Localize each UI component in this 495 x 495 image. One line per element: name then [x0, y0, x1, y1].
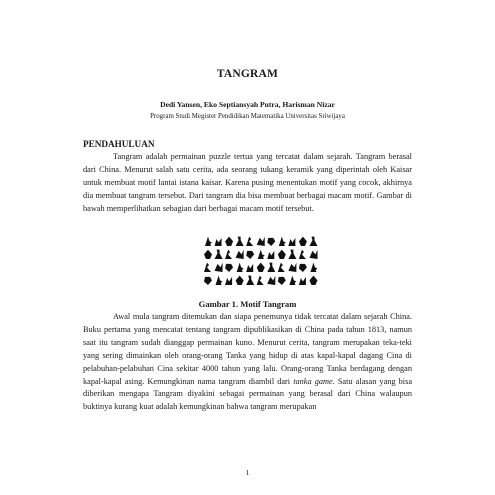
tangram-silhouette: [288, 238, 295, 246]
affiliation: Program Studi Megister Pendidikan Matematika Universitas Sriwijaya: [150, 113, 345, 120]
tangram-silhouette: [216, 276, 223, 285]
tangram-silhouette: [267, 263, 275, 272]
figure-caption: Gambar 1. Motif Tangram: [198, 299, 297, 309]
tangram-silhouette: [288, 250, 296, 259]
tangram-silhouette: [309, 276, 317, 285]
tangram-silhouette: [204, 263, 211, 272]
tangram-silhouette: [246, 251, 254, 259]
tangram-silhouette: [225, 250, 232, 259]
tangram-silhouette: [225, 264, 233, 272]
page-number: 1: [245, 468, 250, 477]
tangram-silhouette: [258, 250, 265, 259]
tangram-silhouette: [225, 277, 232, 285]
tangram-silhouette: [267, 251, 274, 259]
tangram-silhouette: [310, 263, 317, 272]
tangram-motif-figure: [203, 235, 319, 287]
tangram-silhouette: [215, 263, 223, 272]
tangram-silhouette: [278, 263, 285, 272]
tangram-silhouette: [246, 276, 254, 285]
tangram-silhouette: [246, 264, 253, 272]
tangram-silhouette: [236, 250, 244, 259]
tangram-silhouette: [257, 263, 265, 272]
tangram-silhouette: [225, 237, 233, 246]
section-heading: PENDAHULUAN: [83, 139, 155, 149]
tangram-silhouette: [267, 276, 275, 285]
tangram-silhouette: [204, 277, 212, 285]
paragraph-history-part-1: Awal mula tangram ditemukan dan siapa penemunya tidak tercatat dalam sejarah China. Buku pertama yang mencatat tentang tangram dipublikasikan di China pada tahun 1813, namun saat itu tangram sudah dianggap permainan kuno. Menurut cerita, tangram merupakan teka-teki yang sering dimainkan oleh orang-orang Tanka yang hidup di atas kapal-kapal dagang Cina di pelabuhan-pelabuhan Cina sekitar 4000 tahun yang lalu. Orang-orang Tanka berdagang dengan kapal-kapal asing. Kemungkinan nama tangram diambil dari: [83, 312, 412, 386]
paragraph-history: [83, 311, 412, 414]
tangram-silhouette: [215, 238, 222, 246]
tangram-silhouette: [279, 237, 286, 246]
paragraph-history-italic-term: tanka game: [293, 376, 333, 386]
tangram-silhouette: [288, 263, 296, 272]
tangram-silhouette: [309, 237, 317, 246]
tangram-silhouette: [278, 250, 286, 259]
tangram-silhouette: [257, 237, 265, 246]
tangram-silhouette: [205, 237, 212, 246]
paper-title: TANGRAM: [216, 68, 279, 80]
paragraph-history-part-2: . Satu alasan yang bisa diberikan mengapa Tangram diyakini sebagai permainan yang berasal dari China walaupun buktinya kurang kuat adalah kemungkinan bahwa tangram merupakan: [83, 376, 412, 412]
tangram-silhouette: [299, 250, 306, 259]
tangram-silhouette: [237, 263, 244, 272]
tangram-silhouette: [299, 237, 307, 246]
tangram-silhouette: [257, 276, 264, 285]
tangram-silhouette: [299, 277, 306, 285]
tangram-silhouette: [278, 277, 286, 285]
paragraph-intro: Tangram adalah permainan puzzle tertua yang tercatat dalam sejarah. Tangram berasal dari China. Menurut salah satu cerita, ada seorang tukang keramik yang diperintah oleh Kaisar untuk membuat motif lantai istana kaisar. Karena pusing menentukan motif yang cocok, akhirnya dia membuat tangram tersebut. Dari tangram dia bisa membuat berbagai macam motif. Gambar di bawah memperlihatkan sebagian dari berbagai macam motif tersebut.: [83, 152, 412, 213]
tangram-silhouette: [246, 237, 253, 246]
tangram-silhouette: [236, 276, 244, 285]
tangram-silhouette: [309, 250, 317, 259]
tangram-silhouette: [289, 276, 296, 285]
tangram-silhouette: [267, 238, 275, 246]
tangram-silhouette: [215, 250, 223, 259]
tangram-silhouette: [236, 237, 244, 246]
tangram-silhouette: [204, 250, 212, 259]
author-list: Dedi Yansen, Eko Septiansyah Putra, Harisman Nizar: [160, 100, 335, 109]
tangram-silhouette: [299, 264, 307, 272]
